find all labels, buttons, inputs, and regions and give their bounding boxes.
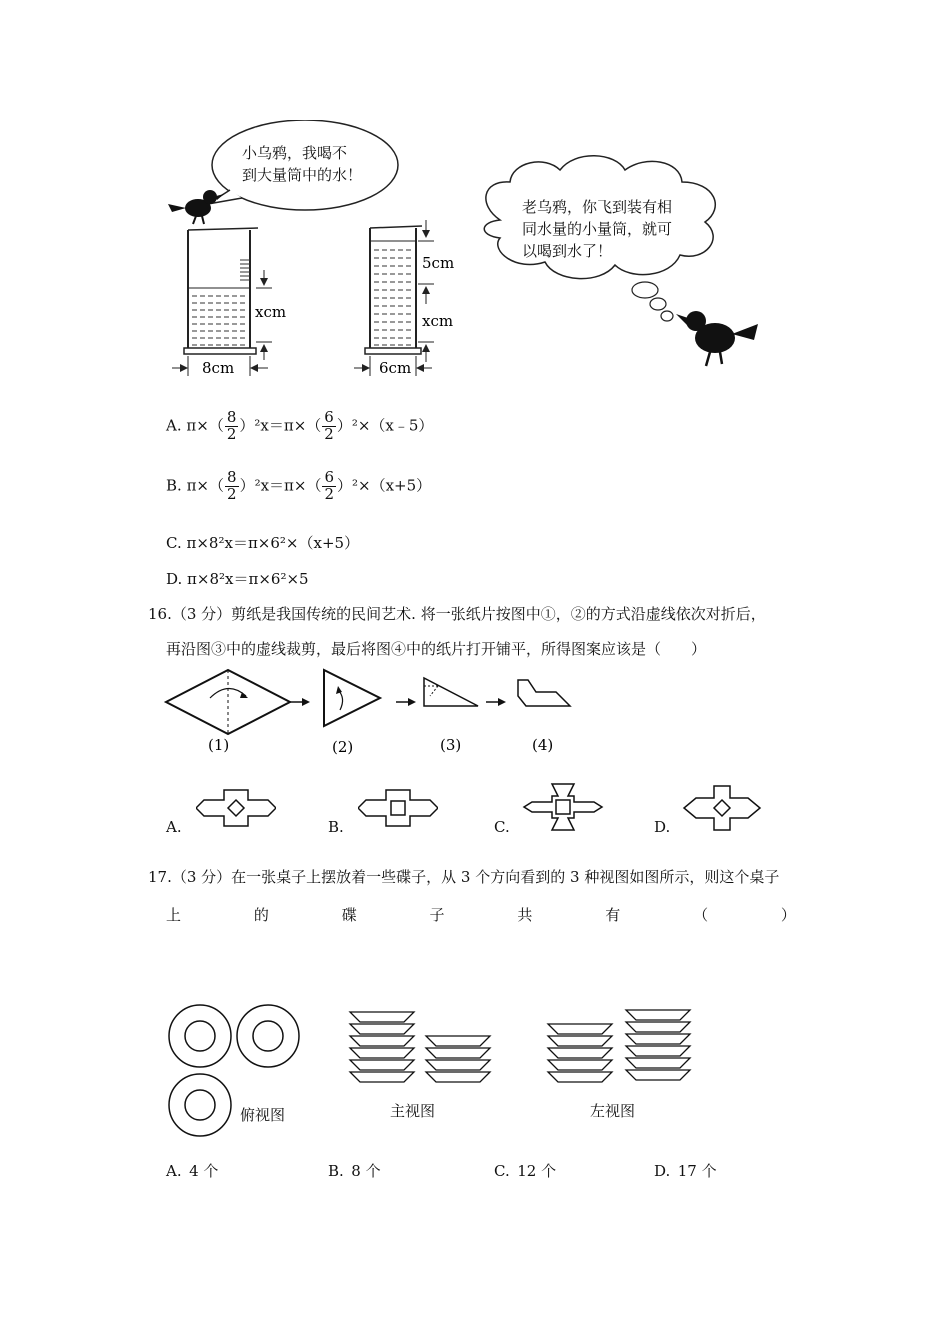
q15-option-b[interactable]: B. π×（ $\frac{8}{2}$ ）²x＝π×（ $\frac{6}{2}$ ）²×（x+5） <box>166 468 432 503</box>
left-bubble-text: 小乌鸦，我喝不 到大量筒中的水！ <box>242 144 363 184</box>
q16-fold-figure <box>160 666 580 758</box>
q16-stem-line1: 16.（3 分）剪纸是我国传统的民间艺术. 将一张纸片按图中①，②的方式沿虚线依次对折后， <box>148 605 766 623</box>
step3-label: (3) <box>440 736 462 754</box>
right-bubble-text: 老乌鸦，你飞到装有相 同水量的小量筒，就可 以喝到水了！ <box>522 198 673 260</box>
q16-option-b-figure[interactable] <box>358 788 438 828</box>
q16-option-b-letter[interactable]: B. <box>328 818 344 836</box>
q15-option-a[interactable]: A. π×（ $\frac{8}{2}$ ）²x＝π×（ $\frac{6}{2}$ ）²×（x﹣5） <box>166 408 434 443</box>
step4-shape <box>518 680 570 706</box>
q17-stem-line1: 17.（3 分）在一张桌子上摆放着一些碟子，从 3 个方向看到的 3 种视图如图所示，则这个桌子 <box>148 868 780 886</box>
step1-label: (1) <box>208 736 230 754</box>
q16-option-d-figure[interactable] <box>682 784 762 832</box>
step4-label: (4) <box>532 736 554 754</box>
left-view <box>548 1010 690 1082</box>
step1-rhombus <box>166 670 290 734</box>
q17-stem-line2: 上 的 碟 子 共 有 （ ） <box>166 906 796 924</box>
big-cylinder <box>172 228 286 377</box>
q16-option-d-letter[interactable]: D. <box>654 818 671 836</box>
q16-stem-line2: 再沿图③中的虚线裁剪，最后将图④中的纸片打开铺平，所得图案应该是（ ） <box>166 640 707 658</box>
q15-option-c[interactable]: C. π×8²x＝π×6²×（x+5） <box>166 534 360 552</box>
label-5cm: 5cm <box>422 254 455 272</box>
small-cylinder <box>354 220 454 377</box>
label-8cm: 8cm <box>202 359 235 377</box>
q17-option-d[interactable]: D. 17 个 <box>654 1162 717 1180</box>
q17-option-c[interactable]: C. 12 个 <box>494 1162 557 1180</box>
label-6cm: 6cm <box>379 359 412 377</box>
step2-label: (2) <box>332 738 354 756</box>
q16-option-c-letter[interactable]: C. <box>494 818 510 836</box>
q15-option-d[interactable]: D. π×8²x＝π×6²×5 <box>166 570 309 588</box>
small-crow-icon <box>168 190 224 224</box>
front-view-label: 主视图 <box>390 1102 436 1120</box>
q16-option-c-figure[interactable] <box>522 782 604 832</box>
front-view <box>350 1012 490 1082</box>
label-x-small: xcm <box>422 312 454 330</box>
q17-option-b[interactable]: B. 8 个 <box>328 1162 381 1180</box>
crow-icon <box>676 311 758 366</box>
step3-triangle <box>424 678 478 706</box>
top-view-label: 俯视图 <box>240 1106 286 1124</box>
q16-option-a-letter[interactable]: A. <box>166 818 182 836</box>
q16-option-a-figure[interactable] <box>196 788 276 828</box>
left-view-label: 左视图 <box>590 1102 636 1120</box>
label-x-big: xcm <box>255 303 287 321</box>
q17-option-a[interactable]: A. 4 个 <box>166 1162 219 1180</box>
step2-triangle <box>324 670 380 726</box>
